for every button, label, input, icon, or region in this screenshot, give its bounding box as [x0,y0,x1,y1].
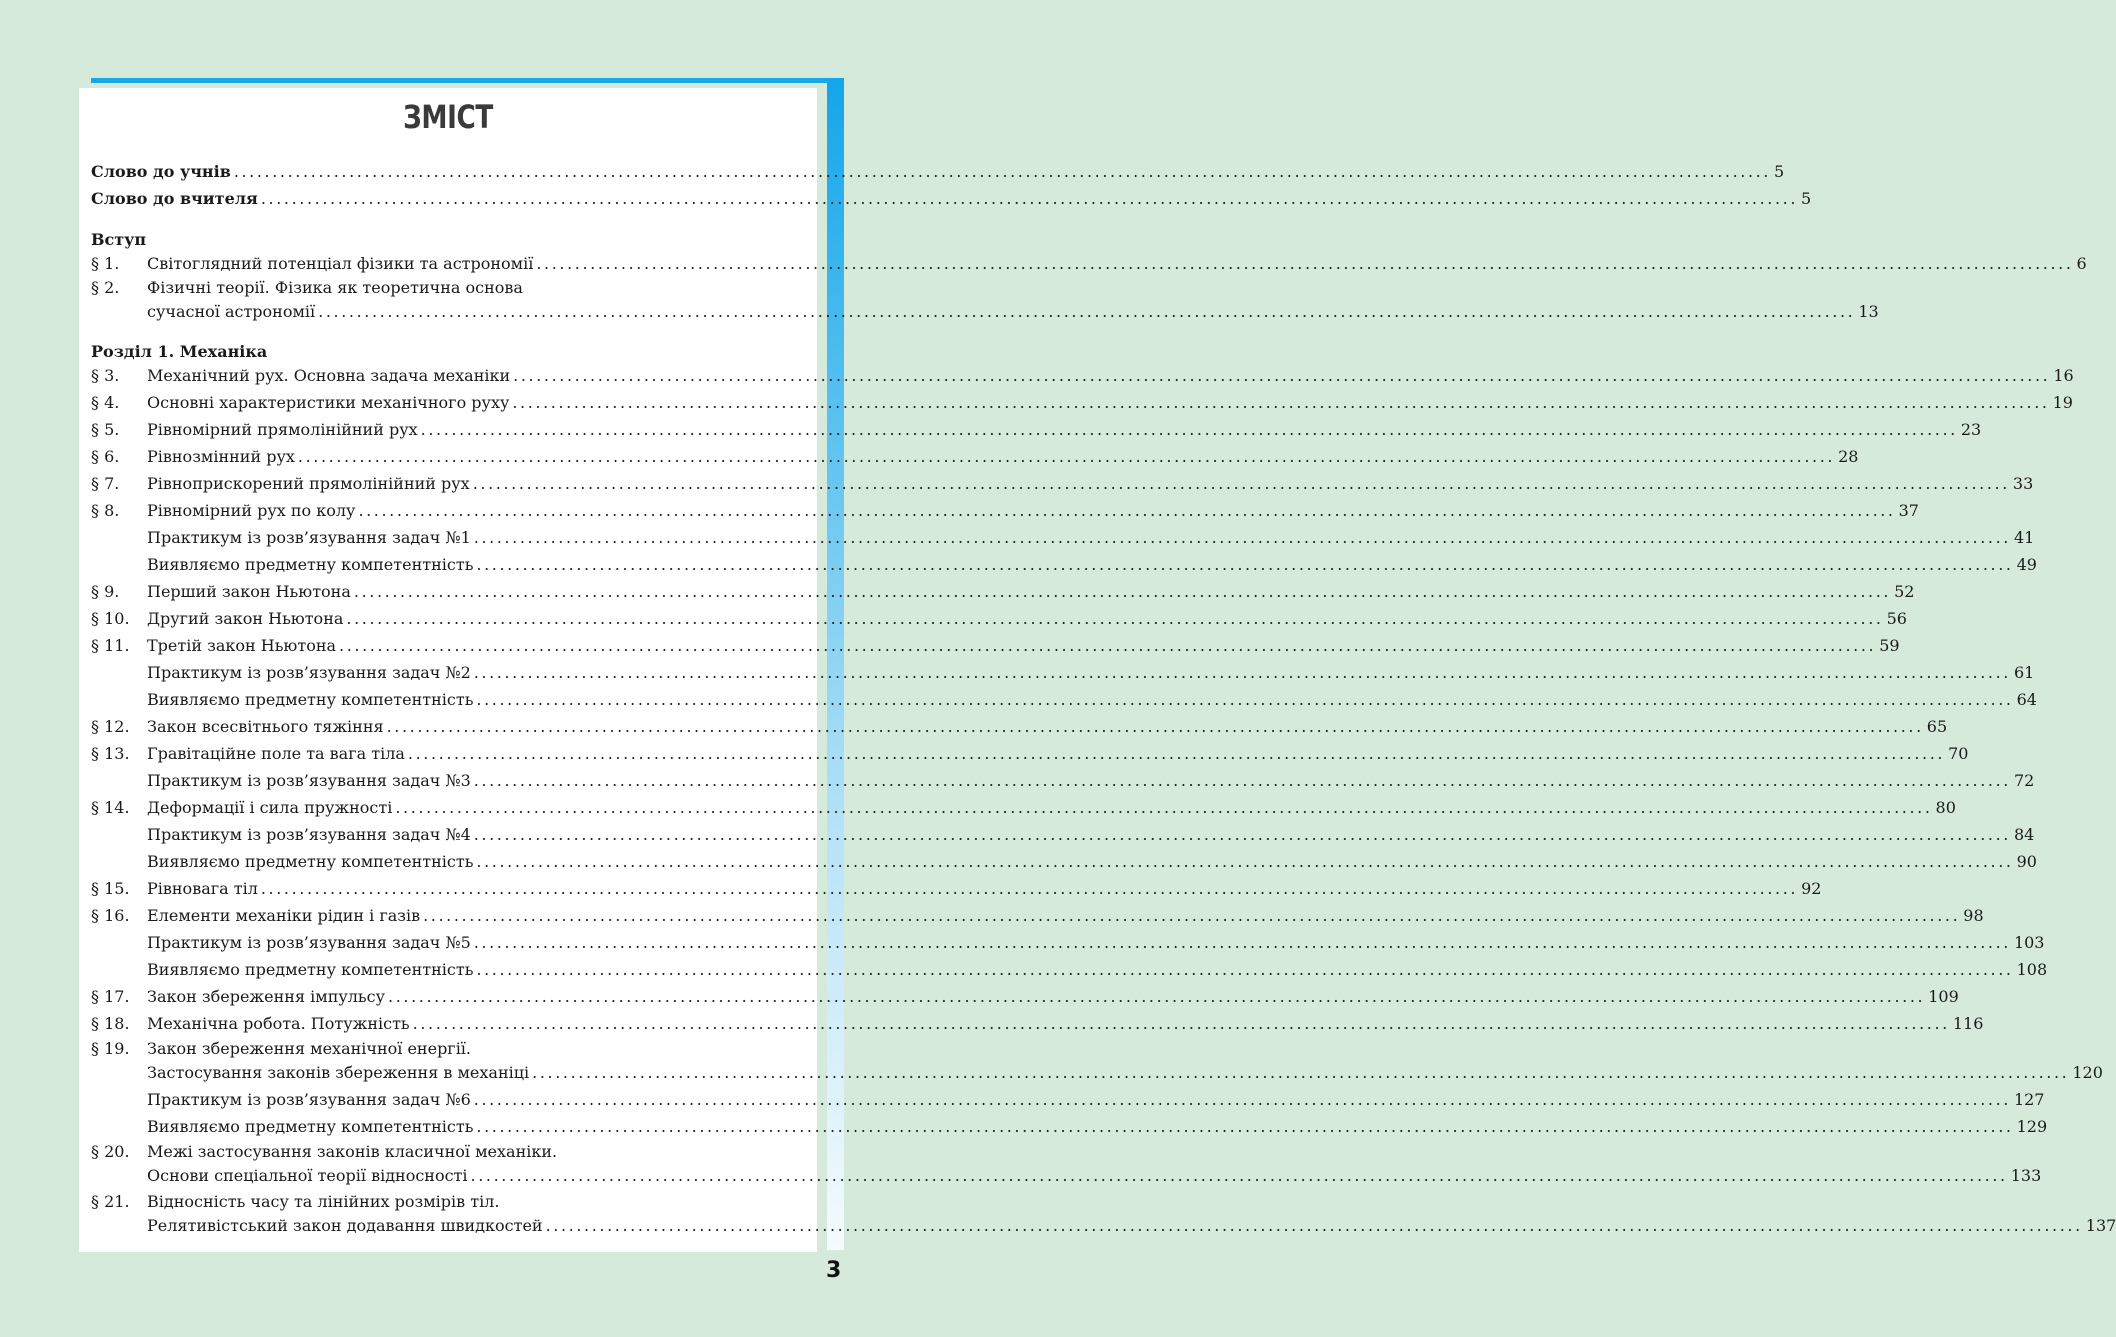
paragraph-number: § 17. [91,987,130,1006]
entry-title: Слово до учнів [91,162,231,181]
toc-entry[interactable] [91,985,1959,1009]
entry-title: Гравітаційне поле та вага тіла [147,744,405,763]
section-heading [91,228,806,252]
toc-entry[interactable] [91,1214,2116,1238]
toc-entry[interactable] [91,661,2035,685]
entry-page-number: 90 [2016,852,2037,871]
entry-title: Другий закон Ньютона [147,609,344,628]
entry-page-number: 120 [2072,1063,2103,1082]
toc-entry[interactable] [91,553,2037,577]
dot-leader: ........................................................................................................................................................................................................ [470,1166,2008,1185]
entry-page-number: 72 [2013,771,2035,790]
dot-leader: ........................................................................................................................................................................................................ [297,447,1836,466]
entry-title: Механічна робота. Потужність [147,1014,410,1033]
entry-page-number: 65 [1926,717,1948,736]
dot-leader: ........................................................................................................................................................................................................ [353,582,1892,601]
entry-page-number: 37 [1898,501,1919,520]
toc-entry[interactable] [91,160,1785,184]
toc-entry[interactable] [91,688,2037,712]
toc-entry[interactable] [91,904,1984,928]
dot-leader: ........................................................................................................................................................................................................ [476,690,2014,709]
toc-entry[interactable] [91,1115,2048,1139]
paragraph-number: § 12. [91,717,130,736]
paragraph-number: § 6. [91,447,120,466]
entry-page-number: 133 [2010,1166,2042,1185]
entry-title: Перший закон Ньютона [147,582,351,601]
toc-entry[interactable] [91,187,1812,211]
toc-entry[interactable] [91,276,806,300]
paragraph-number: § 21. [91,1192,130,1211]
dot-leader: ........................................................................................................................................................................................................ [260,879,1799,898]
dot-leader: ........................................................................................................................................................................................................ [395,798,1933,817]
dot-leader: ........................................................................................................................................................................................................ [473,663,2011,682]
entry-title: Виявляємо предметну компетентність [147,960,474,979]
toc-entry[interactable] [91,1164,2042,1188]
entry-page-number: 19 [2052,393,2073,412]
dot-leader: ........................................................................................................................................................................................................ [358,501,1896,520]
dot-leader: ........................................................................................................................................................................................................ [476,960,2014,979]
entry-title: Практикум із розв’язування задач №6 [147,1090,471,1109]
entry-title: Відносність часу та лінійних розмірів тіл. [147,1192,500,1211]
dot-leader: ........................................................................................................................................................................................................ [386,717,1924,736]
dot-leader: ........................................................................................................................................................................................................ [339,636,1877,655]
toc-entry[interactable] [91,607,1907,631]
entry-title: Елементи механіки рідин і газів [147,906,421,925]
dot-leader: ........................................................................................................................................................................................................ [476,1117,2014,1136]
entry-title: Рівномірний прямолінійний рух [147,420,418,439]
dot-leader: ........................................................................................................................................................................................................ [260,189,1799,208]
paragraph-number: § 13. [91,744,130,763]
toc-entry[interactable] [91,634,1900,658]
entry-title: Фізичні теорії. Фізика як теоретична основа [147,278,523,297]
entry-page-number: 59 [1879,636,1900,655]
entry-title: Рівномірний рух по колу [147,501,356,520]
paragraph-number: § 16. [91,906,130,925]
toc-entry[interactable] [91,1012,1984,1036]
entry-title: Слово до вчителя [91,189,258,208]
toc-entry[interactable] [91,580,1915,604]
paragraph-number: § 18. [91,1014,130,1033]
entry-title: Рівнозмінний рух [147,447,295,466]
dot-leader: ........................................................................................................................................................................................................ [513,366,2051,385]
entry-page-number: 16 [2053,366,2074,385]
toc-entry[interactable] [91,1061,2103,1085]
dot-leader: ........................................................................................................................................................................................................ [473,933,2011,952]
entry-title: Практикум із розв’язування задач №5 [147,933,471,952]
entry-page-number: 80 [1935,798,1956,817]
toc-entry[interactable] [91,1140,806,1164]
toc-entry[interactable] [91,850,2037,874]
dot-leader: ........................................................................................................................................................................................................ [473,1090,2011,1109]
entry-title: Закон всесвітнього тяжіння [147,717,384,736]
toc-entry[interactable] [91,1037,806,1061]
entry-page-number: 103 [2013,933,2045,952]
paragraph-number: § 5. [91,420,120,439]
toc-entry[interactable] [91,823,2035,847]
entry-title: Основи спеціальної теорії відносності [147,1166,468,1185]
paragraph-number: § 19. [91,1039,130,1058]
entry-page-number: 5 [1774,162,1785,181]
entry-page-number: 33 [2012,474,2034,493]
toc-entry[interactable] [91,769,2035,793]
entry-title: Релятивістський закон додавання швидкостей [147,1216,543,1235]
entry-page-number: 23 [1960,420,1982,439]
paragraph-number: § 4. [91,393,120,412]
entry-page-number: 109 [1928,987,1959,1006]
toc-entry[interactable] [91,364,2074,388]
dot-leader: ........................................................................................................................................................................................................ [472,474,2010,493]
paragraph-number: § 9. [91,582,120,601]
dot-leader: ........................................................................................................................................................................................................ [473,528,2011,547]
paragraph-number: § 8. [91,501,120,520]
entry-page-number: 13 [1858,302,1879,321]
dot-leader: ........................................................................................................................................................................................................ [233,162,1771,181]
entry-page-number: 49 [2016,555,2037,574]
entry-title: Застосування законів збереження в механіці [147,1063,530,1082]
paragraph-number: § 7. [91,474,120,493]
entry-title: Практикум із розв’язування задач №2 [147,663,471,682]
entry-title: Практикум із розв’язування задач №3 [147,771,471,790]
toc-entry[interactable] [91,715,1948,739]
dot-leader: ........................................................................................................................................................................................................ [318,302,1856,321]
entry-page-number: 61 [2013,663,2035,682]
toc-entry[interactable] [91,300,1879,324]
dot-leader: ........................................................................................................................................................................................................ [545,1216,2083,1235]
dot-leader: ........................................................................................................................................................................................................ [407,744,1946,763]
entry-title: Межі застосування законів класичної механіки. [147,1142,558,1161]
entry-page-number: 64 [2016,690,2037,709]
paragraph-number: § 10. [91,609,130,628]
toc-entry[interactable] [91,1190,806,1214]
entry-title: Механічний рух. Основна задача механіки [147,366,511,385]
toc-entry[interactable] [91,252,2087,276]
entry-page-number: 129 [2016,1117,2048,1136]
entry-title: Рівноприскорений прямолінійний рух [147,474,470,493]
toc-entry[interactable] [91,931,2045,955]
paragraph-number: § 14. [91,798,130,817]
toc-entry[interactable] [91,472,2034,496]
toc-entry[interactable] [91,877,1822,901]
entry-page-number: 84 [2013,825,2035,844]
page-title: ЗМІСТ [403,98,493,136]
entry-title: Практикум із розв’язування задач №1 [147,528,471,547]
dot-leader: ........................................................................................................................................................................................................ [423,906,1961,925]
entry-title: Виявляємо предметну компетентність [147,852,474,871]
dot-leader: ........................................................................................................................................................................................................ [346,609,1884,628]
entry-page-number: 5 [1801,189,1812,208]
paragraph-number: § 11. [91,636,130,655]
dot-leader: ........................................................................................................................................................................................................ [412,1014,1950,1033]
dot-leader: ........................................................................................................................................................................................................ [476,555,2014,574]
toc-entry[interactable] [91,1088,2045,1112]
dot-leader: ........................................................................................................................................................................................................ [512,393,2050,412]
paragraph-number: § 2. [91,278,120,297]
entry-page-number: 92 [1801,879,1822,898]
entry-title: Виявляємо предметну компетентність [147,1117,474,1136]
entry-page-number: 137 [2085,1216,2116,1235]
entry-title: Виявляємо предметну компетентність [147,555,474,574]
page-number: 3 [826,1258,842,1283]
toc-entry[interactable] [91,796,1956,820]
entry-page-number: 116 [1952,1014,1984,1033]
entry-title: Деформації і сила пружності [147,798,393,817]
entry-page-number: 6 [2076,254,2087,273]
toc-entry[interactable] [91,742,1969,766]
entry-title: Третій закон Ньютона [147,636,337,655]
toc-entry[interactable] [91,391,2073,415]
paragraph-number: § 20. [91,1142,130,1161]
dot-leader: ........................................................................................................................................................................................................ [473,825,2011,844]
section-heading-label: Розділ 1. Механіка [91,342,268,361]
entry-page-number: 41 [2013,528,2035,547]
toc-entry[interactable] [91,499,1919,523]
dot-leader: ........................................................................................................................................................................................................ [532,1063,2070,1082]
entry-page-number: 108 [2016,960,2048,979]
entry-page-number: 28 [1838,447,1859,466]
entry-page-number: 98 [1963,906,1984,925]
entry-title: Виявляємо предметну компетентність [147,690,474,709]
dot-leader: ........................................................................................................................................................................................................ [536,254,2074,273]
dot-leader: ........................................................................................................................................................................................................ [473,771,2011,790]
paragraph-number: § 15. [91,879,130,898]
entry-title: сучасної астрономії [147,302,316,321]
section-heading-label: Вступ [91,230,147,249]
dot-leader: ........................................................................................................................................................................................................ [420,420,1958,439]
section-heading [91,340,806,364]
entry-title: Основні характеристики механічного руху [147,393,510,412]
entry-page-number: 56 [1886,609,1907,628]
entry-title: Закон збереження механічної енергії. [147,1039,472,1058]
entry-page-number: 70 [1948,744,1969,763]
entry-title: Практикум із розв’язування задач №4 [147,825,471,844]
paragraph-number: § 3. [91,366,120,385]
top-rule [91,78,827,83]
dot-leader: ........................................................................................................................................................................................................ [388,987,1926,1006]
paragraph-number: § 1. [91,254,120,273]
entry-title: Рівновага тіл [147,879,258,898]
entry-title: Світоглядний потенціал фізики та астрономії [147,254,534,273]
toc-entry[interactable] [91,445,1859,469]
entry-page-number: 52 [1894,582,1915,601]
dot-leader: ........................................................................................................................................................................................................ [476,852,2014,871]
toc-entry[interactable] [91,526,2035,550]
toc-entry[interactable] [91,418,1982,442]
entry-title: Закон збереження імпульсу [147,987,386,1006]
entry-page-number: 127 [2013,1090,2045,1109]
toc-entry[interactable] [91,958,2048,982]
content-page [79,88,2116,1252]
